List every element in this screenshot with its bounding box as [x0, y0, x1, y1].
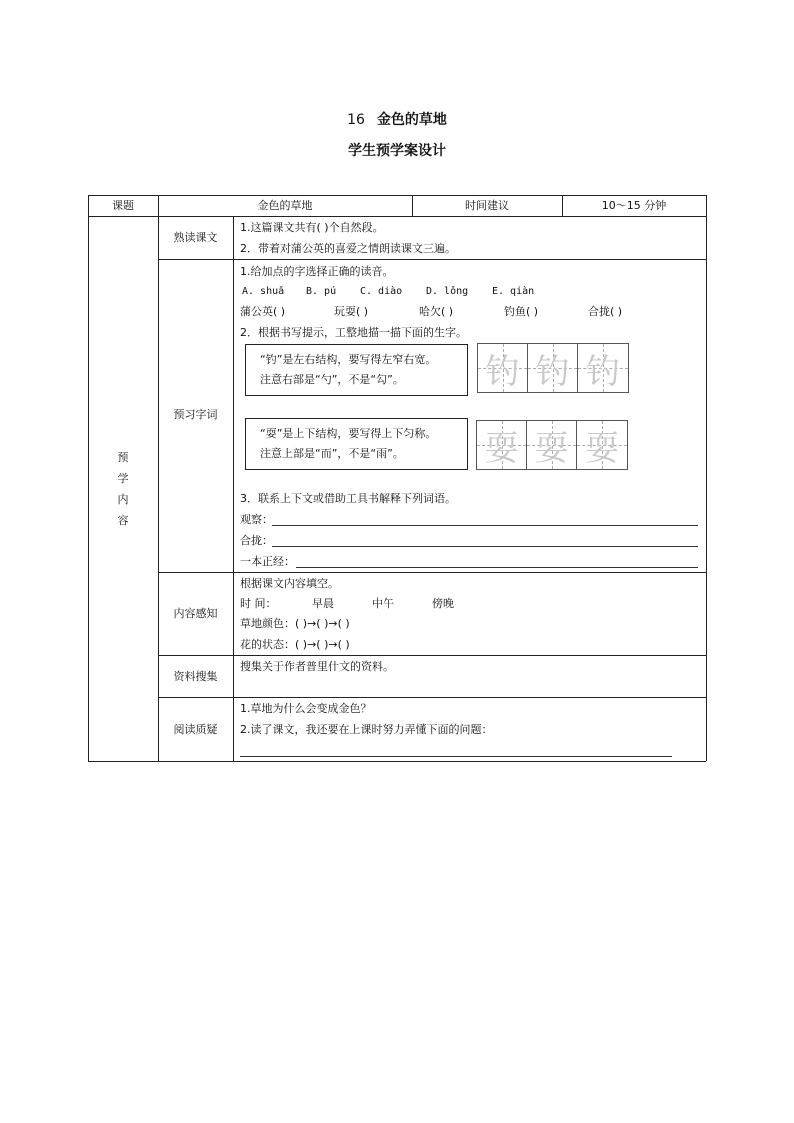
term-label: 观察：: [240, 513, 273, 526]
writing-tip-line: “耍”是上下结构，要写得上下匀称。: [260, 427, 437, 440]
side-label-char: 内: [117, 493, 129, 506]
topic-value: 金色的草地: [257, 199, 313, 212]
time-label: 时间建议: [465, 199, 509, 212]
table-border-bottom: [88, 761, 706, 762]
section-label-questions: 阅读质疑: [173, 723, 218, 736]
tracing-char: 钓: [586, 351, 620, 392]
section-label-preview: 预习字词: [173, 408, 218, 421]
writing-tip-line: 注意上部是“而”，不是“雨”。: [260, 447, 404, 460]
section-label-research: 资料搜集: [173, 670, 218, 683]
tracing-square[interactable]: [527, 421, 577, 469]
answer-line[interactable]: [296, 567, 698, 568]
word-item: 合拢( ): [588, 305, 623, 318]
tracing-char: 耍: [534, 428, 569, 469]
table-divider: [158, 572, 706, 573]
topic-label: 课题: [112, 199, 134, 212]
time-value: 10～15 分钟: [601, 199, 667, 212]
tracing-char: 耍: [484, 428, 519, 469]
research-text: 搜集关于作者普里什文的资料。: [240, 660, 394, 673]
content-intro: 根据课文内容填空。: [240, 577, 339, 590]
word-item: 钓鱼( ): [504, 305, 539, 318]
lesson-name: 金色的草地: [376, 112, 447, 128]
tracing-square[interactable]: [478, 344, 528, 392]
pinyin-option: C. diào: [360, 286, 403, 297]
side-label-char: 学: [117, 472, 129, 485]
word-item: 蒲公英( ): [240, 305, 286, 318]
table-divider: [88, 216, 706, 217]
word-item: 玩耍( ): [334, 305, 369, 318]
table-border-top: [88, 195, 706, 196]
section-label-read: 熟读课文: [173, 231, 218, 244]
pinyin-option: B. pú: [306, 286, 337, 297]
answer-line[interactable]: [240, 756, 672, 757]
table-divider: [158, 655, 706, 656]
tracing-char: 耍: [585, 428, 619, 469]
term-label: 合拢：: [240, 534, 273, 547]
table-divider: [158, 697, 706, 698]
tracing-grid: [476, 420, 628, 470]
pinyin-option: A. shuǎ: [242, 286, 285, 297]
lesson-title: [0, 109, 794, 129]
content-time: 早晨: [312, 597, 334, 610]
writing-tip-line: 注意右部是“勺”，不是“勾”。: [260, 373, 404, 386]
preview-line-1: 1.给加点的字选择正确的读音。: [240, 265, 394, 278]
side-label-char: 预: [117, 451, 129, 464]
tracing-square[interactable]: [528, 344, 578, 392]
tracing-char: 钓: [535, 351, 570, 392]
term-label: 一本正经：: [240, 555, 295, 568]
tracing-square[interactable]: [577, 421, 627, 469]
table-divider: [158, 259, 706, 260]
read-line-2: 2．带着对蒲公英的喜爱之情朗读课文三遍。: [240, 242, 456, 255]
word-item: 哈欠( ): [419, 305, 454, 318]
writing-tip-box: [245, 344, 468, 396]
page-subtitle: 学生预学案设计: [348, 143, 446, 159]
section-label-content: 内容感知: [173, 607, 218, 620]
preview-line-4: 3．联系上下文或借助工具书解释下列词语。: [240, 492, 456, 505]
answer-line[interactable]: [272, 546, 698, 547]
question-line-2: 2.读了课文，我还要在上课时努力弄懂下面的问题：: [240, 723, 493, 736]
content-time: 中午: [372, 597, 394, 610]
pinyin-option: E. qiàn: [492, 286, 535, 297]
lesson-number: 16: [347, 112, 365, 128]
answer-line[interactable]: [272, 525, 698, 526]
writing-tip-box: [245, 418, 468, 470]
pinyin-option: D. lǒng: [426, 286, 469, 297]
content-flower-row: 花的状态：( )→( )→( ): [240, 638, 350, 651]
table-border-right: [706, 195, 707, 761]
tracing-square[interactable]: [477, 421, 527, 469]
question-line-1: 1.草地为什么会变成金色？: [240, 702, 372, 715]
side-label-char: 容: [117, 514, 129, 527]
content-color-row: 草地颜色：( )→( )→( ): [240, 617, 350, 630]
preview-line-3: 2．根据书写提示，工整地描一描下面的生字。: [240, 326, 467, 339]
content-time-label: 时 间：: [240, 597, 277, 610]
side-label: [88, 447, 158, 531]
writing-tip-line: “钓”是左右结构，要写得左窄右宽。: [260, 353, 437, 366]
table-divider: [233, 216, 234, 761]
tracing-grid: [477, 343, 629, 393]
tracing-char: 钓: [485, 351, 520, 392]
content-time: 傍晚: [432, 597, 454, 610]
tracing-square[interactable]: [578, 344, 628, 392]
read-line-1: 1.这篇课文共有( )个自然段。: [240, 221, 384, 234]
